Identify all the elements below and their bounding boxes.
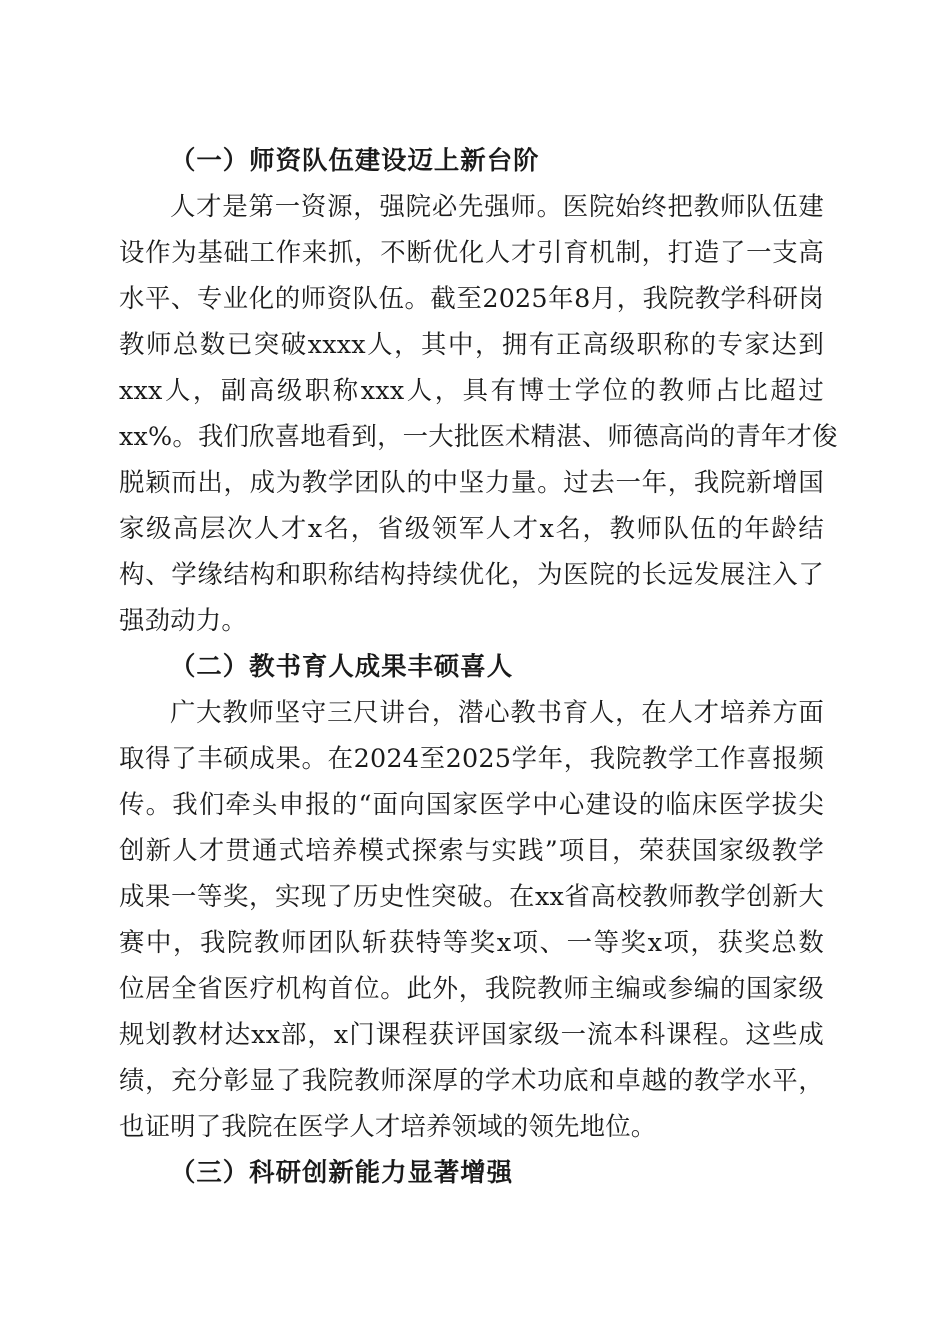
paragraph-line: 设作为基础工作来抓，不断优化人才引育机制，打造了一支高 [119,237,824,267]
section-heading-3: （三）科研创新能力显著增强 [170,1157,514,1187]
paragraph-line: 家级高层次人才x名，省级领军人才x名，教师队伍的年龄结 [119,513,824,543]
paragraph-line: 取得了丰硕成果。在2024至2025学年，我院教学工作喜报频 [119,743,824,773]
paragraph-line: 传。我们牵头申报的“面向国家医学中心建设的临床医学拔尖 [119,789,824,819]
paragraph-line: 赛中，我院教师团队斩获特等奖x项、一等奖x项，获奖总数 [119,927,824,957]
paragraph-line: 强劲动力。 [119,605,247,635]
paragraph-line: 脱颖而出，成为教学团队的中坚力量。过去一年，我院新增国 [119,467,824,497]
paragraph-line: 也证明了我院在医学人才培养领域的领先地位。 [119,1111,657,1141]
section-heading-2: （二）教书育人成果丰硕喜人 [170,651,514,681]
paragraph-line: 创新人才贯通式培养模式探索与实践”项目，荣获国家级教学 [119,835,824,865]
paragraph-line: 水平、专业化的师资队伍。截至2025年8月，我院教学科研岗 [119,283,824,313]
paragraph-line: 人才是第一资源，强院必先强师。医院始终把教师队伍建 [170,191,824,221]
paragraph-line: xx%。我们欣喜地看到，一大批医术精湛、师德高尚的青年才俊 [119,421,838,451]
paragraph-line: 位居全省医疗机构首位。此外，我院教师主编或参编的国家级 [119,973,824,1003]
paragraph-line: 构、学缘结构和职称结构持续优化，为医院的长远发展注入了 [119,559,824,589]
paragraph-line: 规划教材达xx部，x门课程获评国家级一流本科课程。这些成 [119,1019,824,1049]
paragraph-line: 绩，充分彰显了我院教师深厚的学术功底和卓越的教学水平， [119,1065,824,1095]
paragraph-line: 广大教师坚守三尺讲台，潜心教书育人，在人才培养方面 [170,697,824,727]
section-heading-1: （一）师资队伍建设迈上新台阶 [170,145,540,175]
paragraph-line: 教师总数已突破xxxx人，其中，拥有正高级职称的专家达到 [119,329,824,359]
paragraph-line: 成果一等奖，实现了历史性突破。在xx省高校教师教学创新大 [119,881,824,911]
paragraph-line: xxx人，副高级职称xxx人，具有博士学位的教师占比超过 [119,375,824,405]
